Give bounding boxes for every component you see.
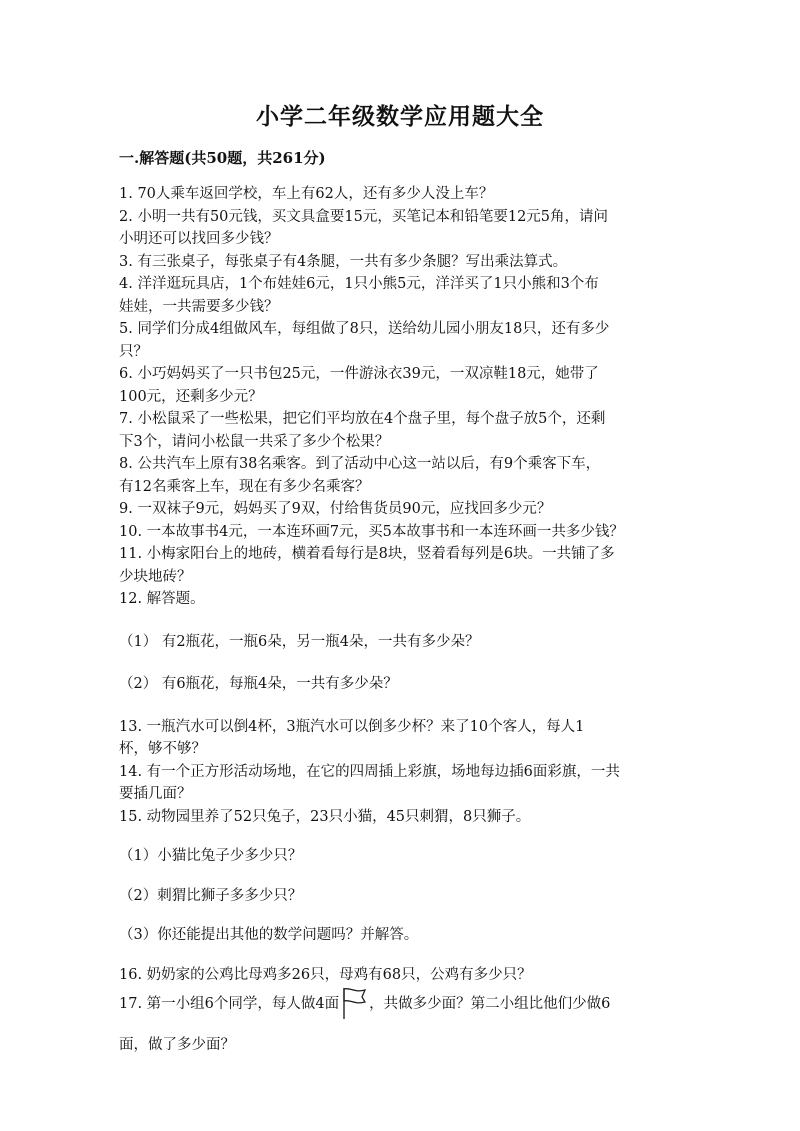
question-6-line-1: 6. 小巧妈妈买了一只书包25元，一件游泳衣39元，一双凉鞋18元，她带了 [119,366,599,382]
question-14-line-1: 14. 有一个正方形活动场地，在它的四周插上彩旗，场地每边插6面彩旗，一共 [119,763,620,780]
question-7-line-2: 下3个，请问小松鼠一共采了多少个松果？ [119,433,390,450]
question-13-line-1: 13. 一瓶汽水可以倒4杯，3瓶汽水可以倒多少杯？来了10个客人，每人1 [119,718,585,735]
question-8-line-2: 有12名乘客上车，现在有多少名乘客？ [119,478,370,495]
spacer [119,828,699,845]
question-13-line-2: 杯，够不够？ [119,741,206,757]
question-16: 16. 奶奶家的公鸡比母鸡多26只，母鸡有68只，公鸡有多少只？ [119,966,532,983]
question-17-text-before: 17. 第一小组6个同学，每人做4面 [119,996,340,1012]
question-list [119,183,699,1057]
spacer [119,1020,699,1034]
question-14-line-2: 要插几面？ [119,786,192,802]
spacer [119,947,699,964]
section-heading: 一.解答题(共50题，共261分) [119,149,326,167]
question-12-part-1: （1） 有2瓶花，一瓶6朵，另一瓶4朵，一共有多少朵？ [119,633,480,650]
question-17-text-after: ，共做多少面？第二小组比他们少做6 [369,996,611,1012]
spacer [119,611,699,631]
question-12: 12. 解答题。 [119,591,205,607]
question-9: 9. 一双袜子9元，妈妈买了9双，付给售货员90元，应找回多少元？ [119,501,552,517]
question-15-part-3: （3）你还能提出其他的数学问题吗？并解答。 [119,927,419,943]
question-7-line-1: 7. 小松鼠采了一些松果，把它们平均放在4个盘子里，每个盘子放5个，还剩 [119,411,606,427]
spacer [119,907,699,924]
spacer [119,868,699,885]
question-5-line-1: 5. 同学们分成4组做风车，每组做了8只，送给幼儿园小朋友18只，还有多少 [119,321,610,337]
question-15: 15. 动物园里养了52只兔子，23只小猫，45只刺猬，8只狮子。 [119,808,531,825]
question-2-line-2: 小明还可以找回多少钱？ [119,231,279,247]
question-11-line-2: 少块地砖？ [119,568,192,585]
question-8-line-1: 8. 公共汽车上原有38名乘客。到了活动中心这一站以后，有9个乘客下车， [119,456,601,472]
question-17-line-2: 面，做了多少面？ [119,1037,235,1053]
question-4-line-2: 娃娃，一共需要多少钱？ [119,298,279,315]
question-15-part-2: （2）刺猬比狮子多多少只？ [119,887,303,904]
flag-icon [341,986,367,1020]
question-10: 10. 一本故事书4元，一本连环画7元，买5本故事书和一本连环画一共多少钱？ [119,523,624,540]
document-title: 小学二年级数学应用题大全 [256,103,544,130]
question-12-part-2: （2） 有6瓶花，每瓶4朵，一共有多少朵？ [119,676,398,692]
question-5-line-2: 只？ [119,343,148,360]
spacer [119,696,699,716]
question-2-line-1: 2. 小明一共有50元钱，买文具盒要15元，买笔记本和铅笔要12元5角，请问 [119,208,609,225]
question-3: 3. 有三张桌子，每张桌子有4条腿，一共有多少条腿？写出乘法算式。 [119,253,568,270]
spacer [119,653,699,673]
question-17-line-1 [119,986,699,1020]
question-6-line-2: 100元，还剩多少元？ [119,388,263,405]
question-4-line-1: 4. 洋洋逛玩具店，1个布娃娃6元，1只小熊5元，洋洋买了1只小熊和3个布 [119,276,599,292]
question-1: 1. 70人乘车返回学校，车上有62人，还有多少人没上车？ [119,186,494,202]
question-15-part-1: （1）小猫比兔子少多少只？ [119,848,303,864]
question-11-line-1: 11. 小梅家阳台上的地砖，横着看每行是8块，竖着看每列是6块。一共铺了多 [119,546,615,562]
